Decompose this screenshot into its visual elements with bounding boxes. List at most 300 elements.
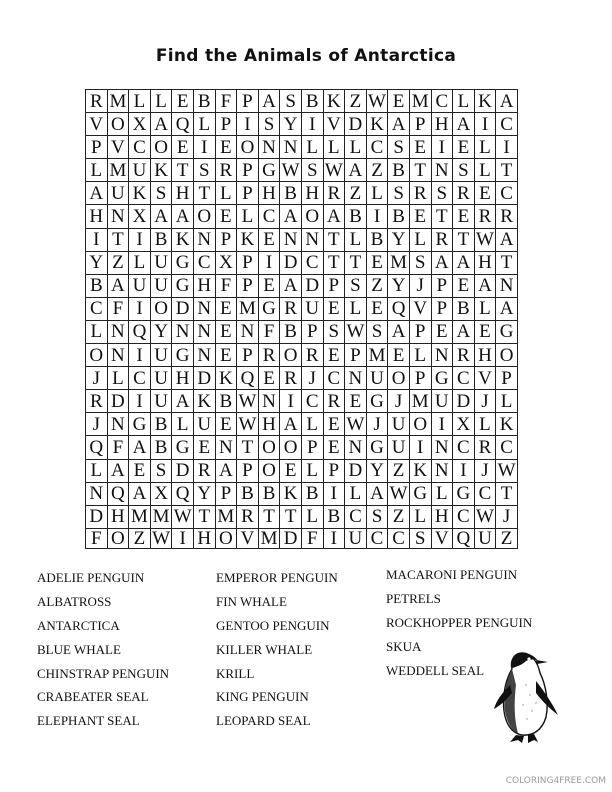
grid-cell: P xyxy=(302,321,324,344)
grid-cell: Q xyxy=(237,367,259,390)
grid-cell: R xyxy=(496,205,518,228)
grid-cell: G xyxy=(496,321,518,344)
grid-cell: A xyxy=(280,275,302,298)
grid-cell: T xyxy=(324,229,346,252)
grid-cell: B xyxy=(388,205,410,228)
grid-cell: M xyxy=(216,506,238,529)
grid-cell: A xyxy=(172,390,194,413)
grid-cell: R xyxy=(324,390,346,413)
grid-cell: U xyxy=(151,390,173,413)
grid-cell: I xyxy=(324,483,346,506)
grid-cell: G xyxy=(172,275,194,298)
grid-cell: C xyxy=(324,367,346,390)
grid-cell: Q xyxy=(129,321,151,344)
grid-cell: H xyxy=(259,413,281,436)
grid-cell: E xyxy=(453,136,475,159)
grid-cell: H xyxy=(302,182,324,205)
grid-cell: O xyxy=(86,344,108,367)
grid-cell: W xyxy=(496,460,518,483)
grid-cell: S xyxy=(388,182,410,205)
grid-cell: P xyxy=(324,460,346,483)
grid-cell: P xyxy=(237,182,259,205)
grid-cell: B xyxy=(151,229,173,252)
grid-cell: P xyxy=(324,275,346,298)
grid-cell: B xyxy=(302,90,324,113)
grid-cell: S xyxy=(410,252,432,275)
grid-cell: K xyxy=(324,90,346,113)
grid-cell: P xyxy=(237,90,259,113)
grid-cell: E xyxy=(388,90,410,113)
grid-cell: Q xyxy=(108,483,130,506)
grid-cell: C xyxy=(496,113,518,136)
grid-cell: C xyxy=(86,298,108,321)
grid-cell: N xyxy=(345,436,367,459)
grid-cell: A xyxy=(108,460,130,483)
grid-cell: L xyxy=(237,205,259,228)
grid-cell: F xyxy=(108,298,130,321)
grid-cell: W xyxy=(237,413,259,436)
grid-cell: R xyxy=(475,436,497,459)
grid-cell: E xyxy=(259,229,281,252)
grid-cell: B xyxy=(237,483,259,506)
grid-cell: U xyxy=(108,182,130,205)
grid-cell: E xyxy=(216,344,238,367)
grid-cell: Z xyxy=(367,159,389,182)
grid-cell: N xyxy=(172,321,194,344)
grid-cell: Z xyxy=(108,252,130,275)
grid-cell: C xyxy=(194,252,216,275)
grid-cell: J xyxy=(496,506,518,529)
word-list-item: ROCKHOPPER PENGUIN xyxy=(386,614,533,630)
grid-cell: H xyxy=(172,367,194,390)
grid-cell: A xyxy=(151,205,173,228)
grid-cell: Z xyxy=(388,460,410,483)
grid-cell: K xyxy=(194,390,216,413)
grid-cell: L xyxy=(345,229,367,252)
word-list-item: ELEPHANT SEAL xyxy=(37,713,140,729)
grid-cell: V xyxy=(324,113,346,136)
grid-cell: N xyxy=(432,344,454,367)
grid-cell: A xyxy=(129,483,151,506)
grid-cell: D xyxy=(453,390,475,413)
grid-cell: R xyxy=(86,90,108,113)
grid-cell: G xyxy=(259,298,281,321)
grid-cell: T xyxy=(194,506,216,529)
grid-cell: Q xyxy=(86,436,108,459)
grid-cell: E xyxy=(324,298,346,321)
grid-cell: R xyxy=(216,159,238,182)
grid-cell: P xyxy=(302,436,324,459)
grid-cell: I xyxy=(129,298,151,321)
grid-cell: K xyxy=(496,413,518,436)
grid-cell: E xyxy=(172,90,194,113)
grid-cell: G xyxy=(172,436,194,459)
grid-cell: N xyxy=(345,367,367,390)
grid-cell: W xyxy=(388,483,410,506)
grid-cell: Q xyxy=(172,483,194,506)
grid-cell: P xyxy=(216,229,238,252)
grid-cell: J xyxy=(475,390,497,413)
grid-cell: A xyxy=(345,159,367,182)
grid-cell: N xyxy=(194,321,216,344)
grid-cell: N xyxy=(108,344,130,367)
grid-cell: E xyxy=(324,436,346,459)
word-list-item: MACARONI PENGUIN xyxy=(386,567,518,582)
grid-cell: Z xyxy=(367,275,389,298)
grid-cell: W xyxy=(367,90,389,113)
word-list-item: BLUE WHALE xyxy=(37,641,121,657)
grid-cell: V xyxy=(86,113,108,136)
grid-cell: A xyxy=(151,113,173,136)
grid-cell: E xyxy=(367,252,389,275)
grid-cell: M xyxy=(237,298,259,321)
grid-cell: S xyxy=(280,90,302,113)
grid-cell: G xyxy=(129,413,151,436)
grid-cell: R xyxy=(324,182,346,205)
grid-cell: R xyxy=(410,182,432,205)
grid-cell: O xyxy=(108,113,130,136)
grid-cell: O xyxy=(108,529,130,549)
grid-cell: O xyxy=(259,460,281,483)
grid-cell: D xyxy=(280,252,302,275)
grid-cell: E xyxy=(432,321,454,344)
grid-cell: H xyxy=(172,182,194,205)
grid-cell: L xyxy=(324,136,346,159)
grid-cell: J xyxy=(475,460,497,483)
grid-cell: P xyxy=(496,367,518,390)
grid-cell: M xyxy=(410,390,432,413)
grid-cell: X xyxy=(216,252,238,275)
grid-cell: R xyxy=(259,344,281,367)
grid-cell: U xyxy=(129,159,151,182)
grid-cell: P xyxy=(237,275,259,298)
grid-cell: J xyxy=(388,390,410,413)
grid-cell: F xyxy=(259,321,281,344)
grid-cell: N xyxy=(259,136,281,159)
grid-cell: S xyxy=(345,275,367,298)
grid-cell: E xyxy=(259,275,281,298)
grid-cell: E xyxy=(324,413,346,436)
grid-cell: R xyxy=(432,229,454,252)
grid-cell: E xyxy=(410,205,432,228)
grid-cell: I xyxy=(496,136,518,159)
grid-cell: L xyxy=(345,483,367,506)
grid-cell: N xyxy=(108,321,130,344)
grid-cell: D xyxy=(172,460,194,483)
grid-cell: K xyxy=(172,229,194,252)
grid-cell: A xyxy=(475,275,497,298)
grid-cell: J xyxy=(86,413,108,436)
grid-cell: L xyxy=(302,413,324,436)
grid-cell: M xyxy=(259,529,281,549)
grid-cell: B xyxy=(280,321,302,344)
grid-cell: W xyxy=(237,390,259,413)
grid-cell: P xyxy=(410,321,432,344)
grid-cell: M xyxy=(129,506,151,529)
grid-cell: P xyxy=(237,344,259,367)
grid-cell: K xyxy=(216,367,238,390)
grid-cell: R xyxy=(86,390,108,413)
grid-cell: Q xyxy=(172,113,194,136)
grid-cell: M xyxy=(388,252,410,275)
grid-cell: O xyxy=(151,298,173,321)
grid-cell: W xyxy=(345,321,367,344)
grid-cell: N xyxy=(194,298,216,321)
grid-cell: G xyxy=(432,367,454,390)
grid-cell: E xyxy=(475,182,497,205)
grid-cell: I xyxy=(453,460,475,483)
word-list-item: KRILL xyxy=(216,665,255,681)
grid-cell: F xyxy=(216,275,238,298)
grid-cell: M xyxy=(108,90,130,113)
grid-cell: T xyxy=(496,483,518,506)
grid-cell: U xyxy=(151,344,173,367)
grid-cell: V xyxy=(475,367,497,390)
grid-cell: R xyxy=(453,182,475,205)
grid-cell: H xyxy=(259,182,281,205)
grid-cell: M xyxy=(410,90,432,113)
grid-cell: P xyxy=(410,367,432,390)
grid-cell: D xyxy=(345,460,367,483)
grid-cell: A xyxy=(496,229,518,252)
grid-cell: X xyxy=(453,413,475,436)
grid-cell: A xyxy=(280,413,302,436)
grid-cell: A xyxy=(453,113,475,136)
grid-cell: C xyxy=(367,136,389,159)
grid-cell: R xyxy=(280,298,302,321)
grid-cell: U xyxy=(194,413,216,436)
grid-cell: E xyxy=(216,413,238,436)
grid-cell: X xyxy=(129,205,151,228)
grid-cell: S xyxy=(432,182,454,205)
grid-cell: Y xyxy=(194,483,216,506)
grid-cell: D xyxy=(302,275,324,298)
grid-cell: L xyxy=(496,390,518,413)
grid-cell: I xyxy=(237,113,259,136)
grid-cell: C xyxy=(432,90,454,113)
grid-cell: G xyxy=(172,344,194,367)
grid-cell: L xyxy=(129,252,151,275)
grid-cell: R xyxy=(280,367,302,390)
grid-cell: N xyxy=(194,344,216,367)
grid-cell: K xyxy=(367,113,389,136)
grid-cell: L xyxy=(410,229,432,252)
grid-cell: D xyxy=(194,367,216,390)
grid-cell: I xyxy=(259,252,281,275)
grid-cell: P xyxy=(345,344,367,367)
grid-cell: K xyxy=(410,460,432,483)
grid-cell: G xyxy=(259,159,281,182)
grid-cell: T xyxy=(259,506,281,529)
grid-cell: A xyxy=(367,483,389,506)
grid-cell: U xyxy=(151,252,173,275)
grid-cell: F xyxy=(108,436,130,459)
grid-cell: X xyxy=(129,113,151,136)
word-list-item: ALBATROSS xyxy=(37,593,112,609)
grid-cell: L xyxy=(453,90,475,113)
grid-cell: B xyxy=(151,436,173,459)
grid-cell: L xyxy=(216,182,238,205)
grid-cell: A xyxy=(280,205,302,228)
grid-cell: X xyxy=(151,483,173,506)
grid-cell: A xyxy=(432,252,454,275)
grid-cell: N xyxy=(108,413,130,436)
grid-cell: C xyxy=(496,182,518,205)
grid-cell: U xyxy=(367,367,389,390)
grid-cell: B xyxy=(194,90,216,113)
grid-cell: E xyxy=(367,298,389,321)
grid-cell: J xyxy=(302,367,324,390)
grid-cell: H xyxy=(194,529,216,549)
grid-cell: I xyxy=(129,344,151,367)
grid-cell: S xyxy=(388,136,410,159)
grid-cell: S xyxy=(367,321,389,344)
grid-cell: C xyxy=(129,367,151,390)
grid-cell: L xyxy=(302,136,324,159)
word-list-item: KILLER WHALE xyxy=(216,641,313,657)
grid-cell: A xyxy=(324,205,346,228)
grid-cell: L xyxy=(432,483,454,506)
grid-cell: R xyxy=(302,344,324,367)
grid-cell: P xyxy=(237,159,259,182)
word-list-item: CRABEATER SEAL xyxy=(37,689,149,705)
grid-cell: U xyxy=(302,298,324,321)
grid-cell: E xyxy=(216,205,238,228)
grid-cell: U xyxy=(345,529,367,549)
grid-cell: I xyxy=(129,390,151,413)
grid-cell: L xyxy=(475,413,497,436)
grid-cell: Z xyxy=(129,529,151,549)
grid-cell: H xyxy=(194,275,216,298)
grid-cell: V xyxy=(108,136,130,159)
grid-cell: A xyxy=(388,113,410,136)
grid-cell: L xyxy=(129,90,151,113)
grid-cell: D xyxy=(345,113,367,136)
grid-cell: S xyxy=(259,113,281,136)
grid-cell: G xyxy=(410,483,432,506)
grid-cell: U xyxy=(151,367,173,390)
grid-cell: T xyxy=(172,159,194,182)
word-list-item: PETRELS xyxy=(386,590,441,606)
grid-cell: H xyxy=(475,344,497,367)
grid-cell: L xyxy=(172,413,194,436)
grid-cell: U xyxy=(388,436,410,459)
grid-cell: I xyxy=(432,413,454,436)
grid-cell: I xyxy=(367,205,389,228)
grid-cell: T xyxy=(324,252,346,275)
grid-cell: Z xyxy=(388,506,410,529)
grid-cell: L xyxy=(302,460,324,483)
grid-cell: E xyxy=(410,136,432,159)
grid-cell: N xyxy=(432,159,454,182)
grid-cell: I xyxy=(194,136,216,159)
grid-cell: E xyxy=(172,136,194,159)
word-list-item: ANTARCTICA xyxy=(37,617,120,633)
grid-cell: L xyxy=(410,506,432,529)
grid-cell: G xyxy=(367,436,389,459)
grid-cell: J xyxy=(410,275,432,298)
grid-cell: E xyxy=(280,460,302,483)
grid-cell: T xyxy=(237,436,259,459)
grid-cell: A xyxy=(129,436,151,459)
grid-cell: Q xyxy=(453,529,475,549)
grid-cell: E xyxy=(453,205,475,228)
grid-cell: E xyxy=(216,321,238,344)
grid-cell: B xyxy=(453,298,475,321)
grid-cell: I xyxy=(475,113,497,136)
grid-cell: D xyxy=(108,390,130,413)
grid-cell: B xyxy=(302,483,324,506)
grid-cell: U xyxy=(129,275,151,298)
grid-cell: S xyxy=(367,506,389,529)
grid-cell: S xyxy=(194,159,216,182)
page-title: Find the Animals of Antarctica xyxy=(155,46,457,66)
grid-cell: O xyxy=(280,436,302,459)
grid-cell: D xyxy=(86,506,108,529)
grid-cell: K xyxy=(129,182,151,205)
grid-cell: A xyxy=(108,275,130,298)
grid-cell: B xyxy=(216,390,238,413)
grid-cell: V xyxy=(432,529,454,549)
grid-cell: R xyxy=(475,205,497,228)
grid-cell: Z xyxy=(345,182,367,205)
grid-cell: D xyxy=(172,298,194,321)
word-list-item: LEOPARD SEAL xyxy=(216,713,311,729)
grid-cell: A xyxy=(453,321,475,344)
grid-cell: O xyxy=(280,344,302,367)
grid-cell: W xyxy=(151,529,173,549)
grid-cell: L xyxy=(345,136,367,159)
grid-cell: L xyxy=(475,298,497,321)
grid-cell: Z xyxy=(345,90,367,113)
grid-cell: O xyxy=(496,344,518,367)
grid-cell: O xyxy=(259,436,281,459)
grid-cell: C xyxy=(453,506,475,529)
grid-cell: S xyxy=(151,460,173,483)
grid-cell: P xyxy=(432,298,454,321)
word-list-column-2 xyxy=(216,566,338,733)
grid-cell: Z xyxy=(496,529,518,549)
grid-cell: O xyxy=(216,529,238,549)
grid-cell: I xyxy=(280,390,302,413)
grid-cell: B xyxy=(324,506,346,529)
grid-cell: K xyxy=(237,229,259,252)
grid-cell: G xyxy=(367,390,389,413)
grid-cell: I xyxy=(129,229,151,252)
grid-cell: J xyxy=(86,367,108,390)
grid-cell: V xyxy=(237,529,259,549)
grid-cell: F xyxy=(216,90,238,113)
grid-cell: T xyxy=(496,159,518,182)
grid-cell: B xyxy=(259,483,281,506)
grid-cell: N xyxy=(280,229,302,252)
grid-cell: H xyxy=(432,113,454,136)
word-list-item: EMPEROR PENGUIN xyxy=(216,570,338,585)
grid-cell: M xyxy=(151,506,173,529)
grid-cell: N xyxy=(108,205,130,228)
grid-cell: M xyxy=(367,344,389,367)
grid-cell: L xyxy=(302,506,324,529)
grid-cell: C xyxy=(475,483,497,506)
grid-cell: E xyxy=(216,298,238,321)
grid-cell: C xyxy=(388,529,410,549)
grid-cell: T xyxy=(345,252,367,275)
grid-cell: W xyxy=(324,159,346,182)
grid-cell: F xyxy=(86,529,108,549)
grid-cell: M xyxy=(108,159,130,182)
grid-cell: W xyxy=(475,506,497,529)
grid-cell: O xyxy=(388,367,410,390)
